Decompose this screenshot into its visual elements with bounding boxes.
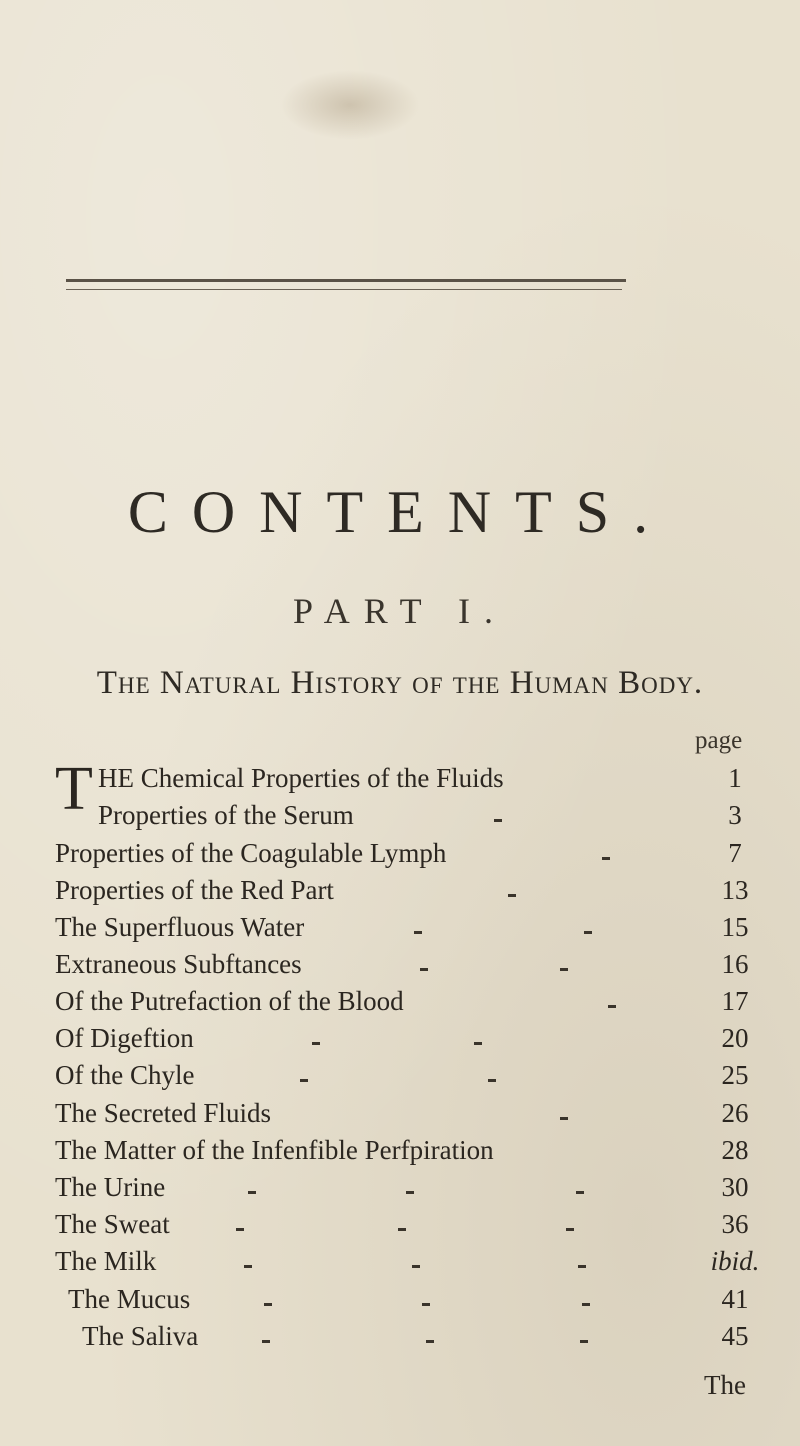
toc-entry-page: 25 — [721, 1060, 749, 1090]
leader-dash — [414, 931, 422, 934]
leader-dash — [236, 1228, 244, 1231]
leader-dash — [560, 968, 568, 971]
toc-entry — [0, 1098, 800, 1134]
leader-dash — [412, 1265, 420, 1268]
toc-entry — [0, 949, 800, 985]
leader-dash — [422, 1303, 430, 1306]
leader-dash — [248, 1191, 256, 1194]
leader-dash — [426, 1340, 434, 1343]
toc-entry — [0, 1060, 800, 1096]
leader-dash — [262, 1340, 270, 1343]
toc-entry-title: The Matter of the Infenfible Perfpiration — [55, 1135, 494, 1165]
toc-entry-page: 7 — [728, 838, 742, 868]
toc-entry — [0, 838, 800, 874]
toc-entry — [0, 1246, 800, 1282]
toc-entry — [0, 875, 800, 911]
leader-dash — [300, 1079, 308, 1082]
leader-dash — [584, 931, 592, 934]
toc-entry-page: 20 — [721, 1023, 749, 1053]
catchword: The — [704, 1370, 746, 1400]
leader-dash — [488, 1079, 496, 1082]
toc-entry-page: 45 — [721, 1321, 749, 1351]
toc-entry — [0, 1172, 800, 1208]
toc-entry-page: 15 — [721, 912, 749, 942]
toc-entry-title: The Sweat — [55, 1209, 170, 1239]
page-column-label: page — [695, 727, 743, 754]
toc-entry-title: The Mucus — [68, 1284, 191, 1314]
toc-entry — [0, 1023, 800, 1059]
leader-dash — [264, 1303, 272, 1306]
toc-entry — [0, 912, 800, 948]
toc-entry-page: 17 — [721, 986, 749, 1016]
leader-dash — [602, 857, 610, 860]
toc-entry-title: The Superfluous Water — [55, 912, 305, 942]
toc-entry-title: Properties of the Serum — [98, 800, 354, 830]
toc-entry — [0, 1321, 800, 1357]
toc-entry-page: 26 — [721, 1098, 749, 1128]
toc-entry-page: 30 — [721, 1172, 749, 1202]
toc-entry-title: Extraneous Subftances — [55, 949, 302, 979]
toc-entry-title: Of the Putrefaction of the Blood — [55, 986, 404, 1016]
toc-entry-title: The Saliva — [82, 1321, 199, 1351]
leader-dash — [566, 1228, 574, 1231]
toc-entry-title: The Secreted Fluids — [55, 1098, 271, 1128]
toc-entry-page: 41 — [721, 1284, 749, 1314]
leader-dash — [474, 1042, 482, 1045]
section-subtitle: The Natural History of the Human Body. — [96, 665, 704, 701]
leader-dash — [244, 1265, 252, 1268]
toc-entry-title: Properties of the Coagulable Lymph — [55, 838, 447, 868]
toc-entry-title: Properties of the Red Part — [55, 875, 334, 905]
toc-entry-title: The Urine — [55, 1172, 166, 1202]
toc-entry-title: Of Digeftion — [55, 1023, 194, 1053]
toc-entry — [0, 763, 800, 799]
leader-dash — [608, 1005, 616, 1008]
toc-entry — [0, 1135, 800, 1171]
toc-entry-page: 13 — [721, 875, 749, 905]
leader-dash — [312, 1042, 320, 1045]
toc-entry-page: ibid. — [710, 1246, 760, 1276]
toc-entry-title: HE Chemical Properties of the Fluids — [98, 763, 504, 793]
toc-entry — [0, 800, 800, 836]
toc-entry — [0, 1284, 800, 1320]
leader-dash — [582, 1303, 590, 1306]
leader-dash — [560, 1117, 568, 1120]
toc-entry — [0, 1209, 800, 1245]
drop-cap: T — [55, 755, 93, 823]
part-heading: PART I. — [293, 591, 507, 631]
contents-heading: CONTENTS. — [127, 479, 673, 545]
toc-entry-title: The Milk — [55, 1246, 157, 1276]
leader-dash — [578, 1265, 586, 1268]
toc-entry — [0, 986, 800, 1022]
toc-entry-page: 36 — [721, 1209, 749, 1239]
toc-entry-page: 16 — [721, 949, 749, 979]
toc-entry-page: 28 — [721, 1135, 749, 1165]
leader-dash — [398, 1228, 406, 1231]
toc-entry-page: 1 — [728, 763, 742, 793]
toc-entry-title: Of the Chyle — [55, 1060, 195, 1090]
toc-entry-page: 3 — [728, 800, 742, 830]
leader-dash — [508, 894, 516, 897]
leader-dash — [406, 1191, 414, 1194]
leader-dash — [580, 1340, 588, 1343]
leader-dash — [576, 1191, 584, 1194]
leader-dash — [420, 968, 428, 971]
leader-dash — [494, 819, 502, 822]
